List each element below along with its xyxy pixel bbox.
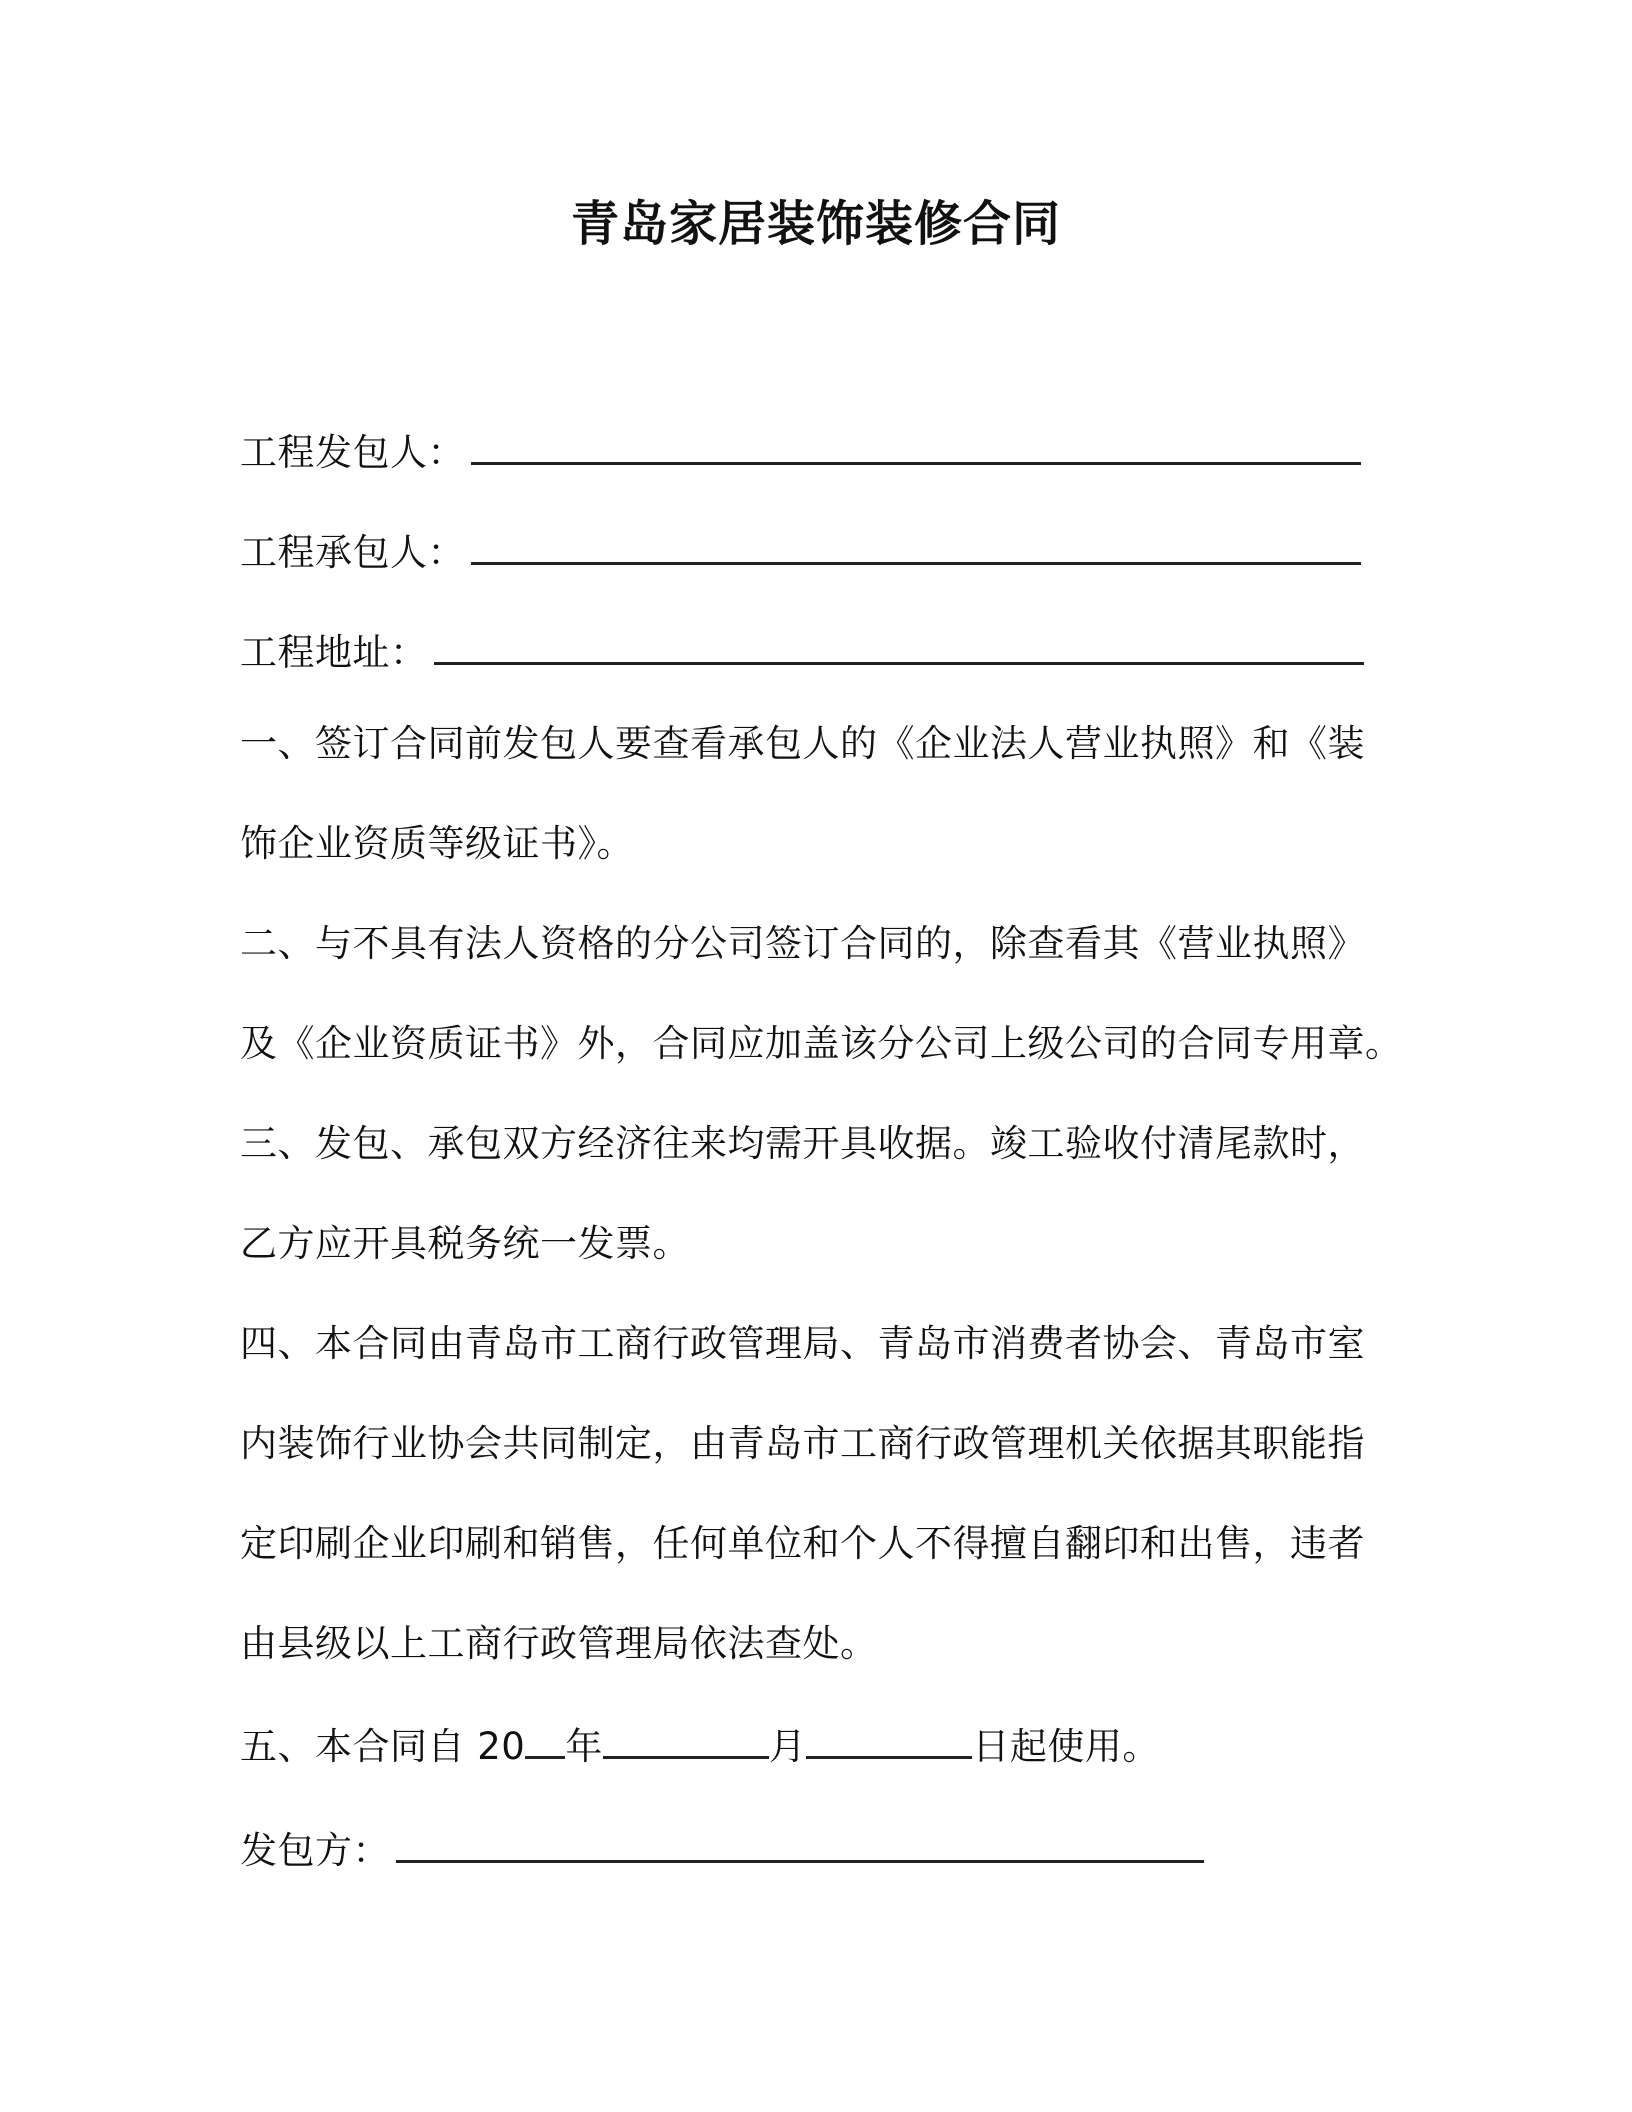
clause-4-line-1: 四、本合同由青岛市工商行政管理局、青岛市消费者协会、青岛市室	[240, 1322, 1365, 1365]
clause-3-line-1: 三、发包、承包双方经济往来均需开具收据。竣工验收付清尾款时，	[240, 1122, 1365, 1165]
clause-2-line-1: 二、与不具有法人资格的分公司签订合同的，除查看其《营业执照》	[240, 922, 1365, 965]
clause-3-line-2: 乙方应开具税务统一发票。	[240, 1222, 690, 1265]
clause-4-line-2: 内装饰行业协会共同制定，由青岛市工商行政管理机关依据其职能指	[240, 1422, 1365, 1465]
month-label: 月	[768, 1725, 807, 1768]
employer-field	[240, 424, 1361, 479]
month-blank[interactable]	[603, 1718, 769, 1759]
year-label: 年	[565, 1725, 603, 1768]
clause-1-line-1: 一、签订合同前发包人要查看承包人的《企业法人营业执照》和《装	[240, 722, 1365, 765]
contractor-field	[240, 524, 1361, 579]
document-title: 青岛家居装饰装修合同	[570, 196, 1061, 252]
address-blank[interactable]	[434, 624, 1364, 665]
issuer-field	[240, 1822, 1204, 1877]
clause-5-prefix: 五、本合同自 20	[240, 1725, 526, 1768]
contractor-label: 工程承包人：	[240, 531, 465, 574]
issuer-label: 发包方：	[240, 1829, 390, 1872]
clause-4-line-3: 定印刷企业印刷和销售，任何单位和个人不得擅自翻印和出售，违者	[240, 1522, 1365, 1565]
day-blank[interactable]	[806, 1718, 972, 1759]
contractor-blank[interactable]	[471, 524, 1361, 565]
clause-5	[240, 1718, 1160, 1773]
address-field	[240, 624, 1364, 679]
clause-4-line-4: 由县级以上工商行政管理局依法查处。	[240, 1622, 878, 1665]
employer-label: 工程发包人：	[240, 431, 465, 474]
clause-2-line-2: 及《企业资质证书》外，合同应加盖该分公司上级公司的合同专用章。	[240, 1022, 1403, 1065]
employer-blank[interactable]	[471, 424, 1361, 465]
clause-1-line-2: 饰企业资质等级证书》。	[240, 822, 634, 865]
address-label: 工程地址：	[240, 631, 428, 674]
year-blank[interactable]	[525, 1718, 565, 1759]
issuer-blank[interactable]	[396, 1822, 1204, 1863]
day-suffix: 日起使用。	[972, 1725, 1160, 1768]
